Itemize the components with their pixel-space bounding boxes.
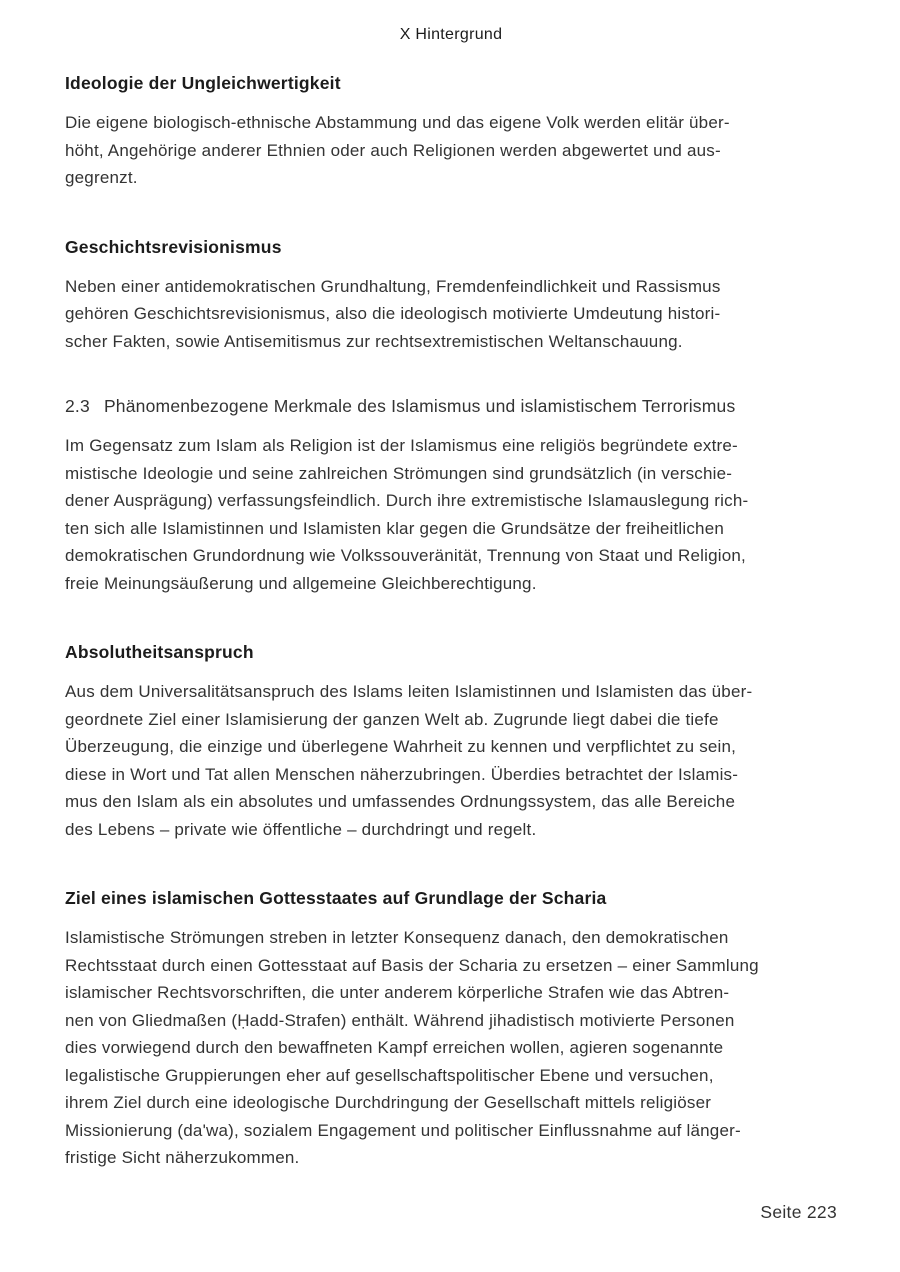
text-line: ten sich alle Islamistinnen und Islamisten klar gegen die Grundsätze der freiheitlichen [65,518,725,538]
section-heading: Ideologie der Ungleichwertigkeit [65,73,341,93]
section-heading: Ziel eines islamischen Gottesstaates auf Grundlage der Scharia [65,888,607,908]
numbered-section-heading [65,395,837,417]
text-line: Islamistische Strömungen streben in letzter Konsequenz danach, den demokratischen [65,928,729,947]
text-line: diese in Wort und Tat allen Menschen näherzubringen. Überdies betrachtet der Islamis- [65,764,739,784]
section-title-text: Phänomenbezogene Merkmale des Islamismus und islamistischem Terrorismus [103,396,736,416]
text-line: Missionierung (da'wa), sozialem Engagement und politischer Einflussnahme auf länger- [65,1120,741,1140]
text-line: Aus dem Universalitätsanspruch des Islams leiten Islamistinnen und Islamisten das über- [65,682,753,701]
text-line: gegrenzt. [65,168,138,187]
paragraph [65,273,837,356]
text-line: gehören Geschichtsrevisionismus, also die ideologisch motivierte Umdeutung histori- [65,304,721,323]
section-number: 2.3 [65,396,90,416]
text-line: demokratischen Grundordnung wie Volkssouveränität, Trennung von Staat und Religion, [65,546,746,565]
text-line: fristige Sicht näherzukommen. [65,1148,300,1167]
text-line: legalistische Gruppierungen eher auf gesellschaftspolitischer Ebene und versuchen, [65,1065,714,1085]
document-body [65,72,837,1172]
text-line: Im Gegensatz zum Islam als Religion ist der Islamismus eine religiös begründete extre- [65,436,738,455]
section-heading: Geschichtsrevisionismus [65,236,282,257]
text-line: dies vorwiegend durch den bewaffneten Kampf erreichen wollen, agieren sogenannte [65,1038,724,1057]
text-line: mistische Ideologie und seine zahlreichen Strömungen sind grundsätzlich (in verschie- [65,463,733,483]
text-line: höht, Angehörige anderer Ethnien oder auch Religionen werden abgewertet und aus- [65,140,721,160]
paragraph [65,924,837,1172]
paragraph [65,678,837,843]
paragraph [65,432,837,597]
text-line: scher Fakten, sowie Antisemitismus zur rechtsextremistischen Weltanschauung. [65,331,683,351]
text-line: ihrem Ziel durch eine ideologische Durchdringung der Gesellschaft mittels religiöser [65,1093,712,1112]
text-line: dener Ausprägung) verfassungsfeindlich. Durch ihre extremistische Islamauslegung rich- [65,491,749,510]
text-line: islamischer Rechtsvorschriften, die unter anderem körperliche Strafen wie das Abtren- [65,983,730,1002]
paragraph [65,109,837,192]
text-line: freie Meinungsäußerung und allgemeine Gleichberechtigung. [65,573,537,593]
running-header: X Hintergrund [399,26,503,43]
section-heading: Absolutheitsanspruch [65,642,254,662]
text-line: Neben einer antidemokratischen Grundhaltung, Fremdenfeindlichkeit und Rassismus [65,276,721,296]
text-line: Die eigene biologisch-ethnische Abstammung und das eigene Volk werden elitär über- [65,113,730,132]
text-line: mus den Islam als ein absolutes und umfassendes Ordnungssystem, das alle Bereiche [65,792,736,811]
text-line: nen von Gliedmaßen (Ḥadd-Strafen) enthält. Während jihadistisch motivierte Personen [65,1010,735,1030]
text-line: Überzeugung, die einzige und überlegene Wahrheit zu kennen und verpflichtet zu sein, [65,737,737,756]
text-line: des Lebens – private wie öffentliche – durchdringt und regelt. [65,819,537,839]
text-line: geordnete Ziel einer Islamisierung der ganzen Welt ab. Zugrunde liegt dabei die tiefe [65,709,719,729]
page-number: Seite 223 [760,1201,837,1222]
text-line: Rechtsstaat durch einen Gottesstaat auf Basis der Scharia zu ersetzen – einer Sammlung [65,955,759,975]
